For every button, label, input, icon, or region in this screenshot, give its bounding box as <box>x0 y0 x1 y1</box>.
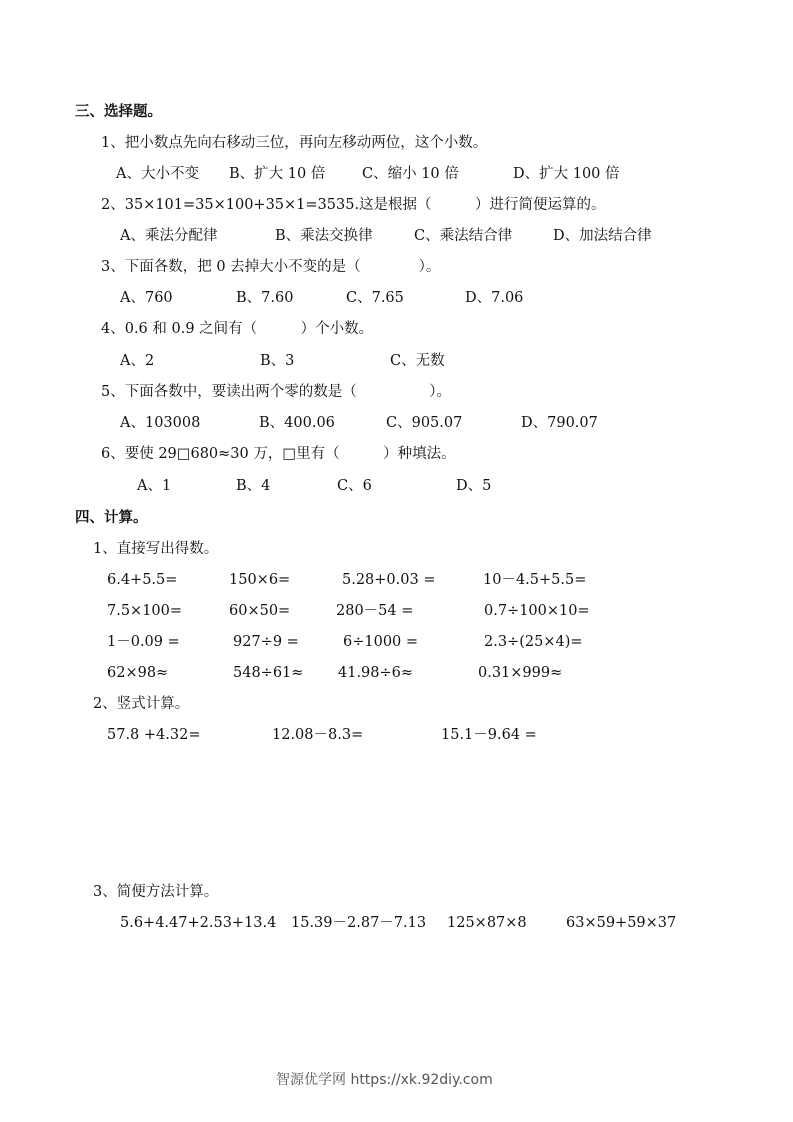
q4-option-b: B、3 <box>260 353 295 369</box>
q3-option-c: C、7.65 <box>346 290 404 306</box>
vertical-calc-3: 15.1－9.64 = <box>441 727 537 743</box>
question-3-stem: 3、下面各数，把 0 去掉大小不变的是（ ）。 <box>101 259 441 275</box>
q4-option-a: A、2 <box>120 353 155 369</box>
simplify-calc-2: 15.39－2.87－7.13 <box>291 915 427 931</box>
section-4-title: 四、计算。 <box>75 510 148 526</box>
part-2-title: 2、竖式计算。 <box>93 696 190 712</box>
mental-calc-r4-c1: 62×98≈ <box>107 665 169 681</box>
question-6-stem: 6、要使 29□680≈30 万，□里有（ ）种填法。 <box>101 446 456 462</box>
q2-option-b: B、乘法交换律 <box>275 228 373 244</box>
q4-option-c: C、无数 <box>390 353 445 369</box>
q5-option-a: A、103008 <box>120 415 201 431</box>
mental-calc-r2-c3: 280－54 = <box>336 603 414 619</box>
q2-option-c: C、乘法结合律 <box>414 228 513 244</box>
q2-option-d: D、加法结合律 <box>553 228 652 244</box>
part-3-title: 3、简便方法计算。 <box>93 884 219 900</box>
q5-option-b: B、400.06 <box>259 415 335 431</box>
mental-calc-r4-c2: 548÷61≈ <box>233 665 304 681</box>
q3-option-a: A、760 <box>120 290 173 306</box>
footer-watermark: 智源优学网 https://xk.92diy.com <box>276 1072 493 1088</box>
mental-calc-r2-c2: 60×50= <box>229 603 291 619</box>
mental-calc-r1-c1: 6.4+5.5= <box>107 572 178 588</box>
mental-calc-r4-c4: 0.31×999≈ <box>478 665 563 681</box>
mental-calc-r2-c1: 7.5×100= <box>107 603 183 619</box>
question-4-stem: 4、0.6 和 0.9 之间有（ ）个小数。 <box>101 321 374 337</box>
mental-calc-r2-c4: 0.7÷100×10= <box>484 603 590 619</box>
simplify-calc-3: 125×87×8 <box>447 915 527 931</box>
question-5-stem: 5、下面各数中，要读出两个零的数是（ ）。 <box>101 384 451 400</box>
q5-option-c: C、905.07 <box>386 415 463 431</box>
question-1-stem: 1、把小数点先向右移动三位，再向左移动两位，这个小数。 <box>101 135 488 151</box>
q3-option-d: D、7.06 <box>465 290 524 306</box>
mental-calc-r1-c3: 5.28+0.03 = <box>342 572 436 588</box>
q1-option-d: D、扩大 100 倍 <box>513 166 620 182</box>
mental-calc-r3-c3: 6÷1000 = <box>343 634 419 650</box>
q6-option-d: D、5 <box>456 478 492 494</box>
q2-option-a: A、乘法分配律 <box>120 228 218 244</box>
question-2-stem: 2、35×101=35×100+35×1=3535.这是根据（ ）进行简便运算的。 <box>101 197 606 213</box>
q6-option-c: C、6 <box>337 478 372 494</box>
part-1-title: 1、直接写出得数。 <box>93 541 219 557</box>
simplify-calc-1: 5.6+4.47+2.53+13.4 <box>120 915 277 931</box>
mental-calc-r3-c1: 1－0.09 = <box>107 634 180 650</box>
vertical-calc-2: 12.08－8.3= <box>272 727 364 743</box>
mental-calc-r3-c4: 2.3÷(25×4)= <box>484 634 583 650</box>
q6-option-b: B、4 <box>236 478 271 494</box>
q1-option-c: C、缩小 10 倍 <box>362 166 459 182</box>
q5-option-d: D、790.07 <box>521 415 598 431</box>
mental-calc-r3-c2: 927÷9 = <box>233 634 299 650</box>
simplify-calc-4: 63×59+59×37 <box>566 915 677 931</box>
mental-calc-r1-c2: 150×6= <box>229 572 291 588</box>
vertical-calc-1: 57.8 +4.32= <box>107 727 201 743</box>
q1-option-b: B、扩大 10 倍 <box>229 166 326 182</box>
mental-calc-r4-c3: 41.98÷6≈ <box>338 665 414 681</box>
q1-option-a: A、大小不变 <box>116 166 199 182</box>
section-3-title: 三、选择题。 <box>75 104 162 120</box>
q3-option-b: B、7.60 <box>236 290 294 306</box>
mental-calc-r1-c4: 10－4.5+5.5= <box>483 572 587 588</box>
q6-option-a: A、1 <box>137 478 172 494</box>
